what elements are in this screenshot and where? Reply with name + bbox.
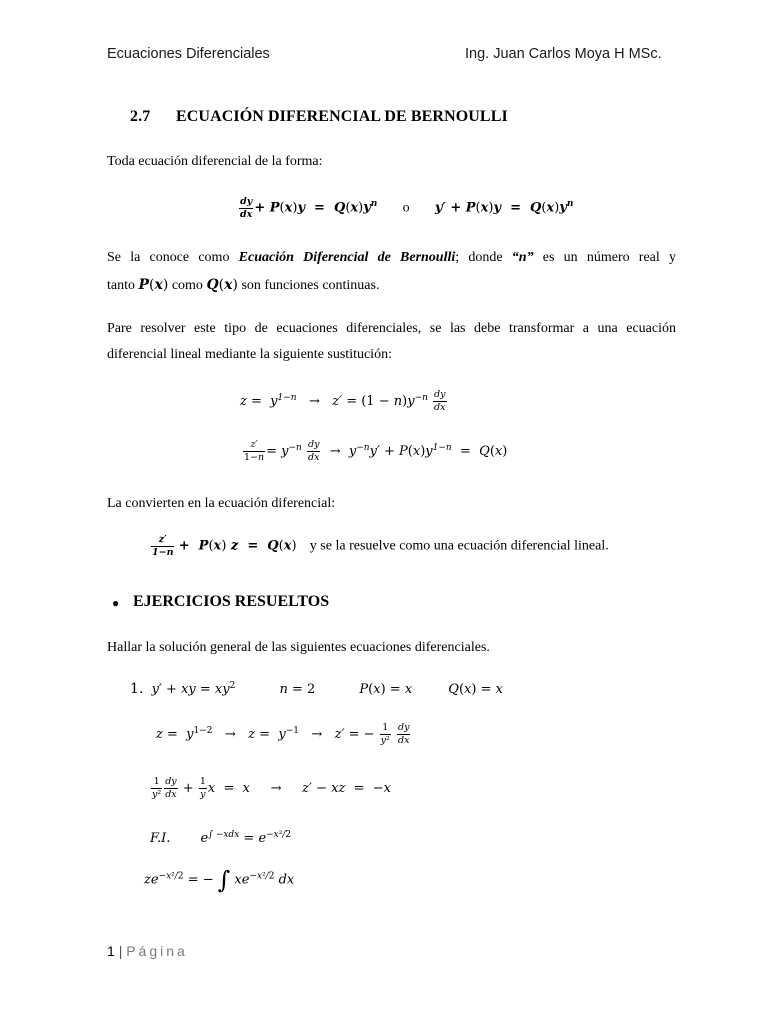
one-over-y-fraction: $\frac{1}{y}$ [199, 776, 206, 800]
integral-sign: ∫ [217, 866, 231, 894]
z-prime-fraction: $\frac{z'}{1-n}$ [152, 534, 174, 558]
converts-paragraph: La convierten en la ecuación diferencial: [107, 496, 336, 511]
bernoulli-definition-line2: tanto P(x) como Q(x) son funciones continuas. [107, 277, 380, 293]
linear-note: y se la resuelve como una ecuación diferencial lineal. [309, 538, 609, 554]
substitution-derivative-equation: $\frac{z'}{1-n}$ = $y^{-n}$ $\frac{dy}{dx}$ → $y^{-n}y' + P(x)y^{1-n} = Q(x)$ [244, 439, 508, 463]
dy-dx-fraction: $\frac{dy}{dx}$ [398, 722, 410, 746]
dy-dx-fraction: $\frac{dy}{dx}$ [165, 776, 177, 800]
dy-dx-fraction: $\frac{dy}{dx}$ [308, 439, 320, 463]
footer-separator: | [118, 943, 123, 959]
exercises-instruction: Hallar la solución general de las siguientes ecuaciones diferenciales. [107, 640, 490, 655]
dy-dx-fraction: $\frac{dy}{dx}$ [240, 196, 253, 220]
page-footer [107, 943, 188, 959]
bernoulli-name: Ecuación Diferencial de Bernoulli [238, 250, 456, 265]
z-prime-fraction: $\frac{z'}{1-n}$ [244, 439, 265, 463]
transform-paragraph-line2: diferencial lineal mediante la siguiente sustitución: [107, 347, 392, 362]
exercises-heading: EJERCICIOS RESUELTOS [133, 593, 330, 610]
fi-label: F.I. [150, 831, 171, 846]
exercise-1-solution-integral: $ze^{-x^2/2}$ = − ∫ $xe^{-x^2/2}$ dx [144, 866, 295, 894]
exercise-1-statement: 1. y′ + xy = $xy^2$ n = 2 P(x) = x Q(x) = x [130, 681, 503, 697]
substitution-equation: $z = y^{1-n}$ → $z' = (1 - n)y^{-n}$ $\frac{dy}{dx}$ [240, 389, 446, 413]
dy-dx-fraction: $\frac{dy}{dx}$ [434, 389, 446, 413]
page-word: Página [126, 943, 188, 959]
one-over-y-squared-fraction: $\frac{1}{\text{y²}}$ [152, 776, 162, 800]
header-course-title: Ecuaciones Diferenciales [107, 46, 270, 62]
exercise-1-step-linear: $\frac{1}{\text{y²}}$ $\frac{dy}{dx}$ + $\frac{1}{y}$ x = x → z′ − xz = −x [152, 776, 391, 800]
section-title-text: ECUACIÓN DIFERENCIAL DE BERNOULLI [176, 108, 508, 125]
bernoulli-equation: $\frac{dy}{dx}$ + $P(x)y = Q(x)y^n$ o $y' + P(x)y = Q(x)y^n$ [240, 196, 574, 220]
page-number: 1 [107, 943, 115, 959]
exercise-number: 1. [130, 681, 144, 697]
intro-paragraph: Toda ecuación diferencial de la forma: [107, 154, 323, 169]
exercise-1-integrating-factor: F.I. $e^{\int -xdx} = e^{-x^2/2}$ [150, 830, 292, 846]
linear-equation: $\frac{z'}{1-n}$ + P(x) z = Q(x) y se la resuelve como una ecuación diferencial lineal. [152, 534, 609, 558]
bullet-icon: ● [112, 596, 120, 610]
transform-paragraph-line1: Pare resolver este tipo de ecuaciones diferenciales, se las debe transformar a una ecuación [107, 321, 676, 336]
bernoulli-definition-line1: Se la conoce como Ecuación Diferencial de Bernoulli; donde “n” es un número real y [107, 250, 676, 265]
one-over-y-squared-fraction: $\frac{1}{\text{y²}}$ [380, 722, 390, 746]
section-number: 2.7 [130, 108, 151, 125]
exercise-1-step-substitution: $z = y^{1-2}$ → $z = y^{-1}$ → z′ = − $\frac{1}{\text{y²}}$ $\frac{dy}{dx}$ [156, 722, 410, 746]
header-author: Ing. Juan Carlos Moya H MSc. [465, 46, 662, 62]
section-title [130, 108, 508, 126]
or-word: o [402, 200, 410, 216]
